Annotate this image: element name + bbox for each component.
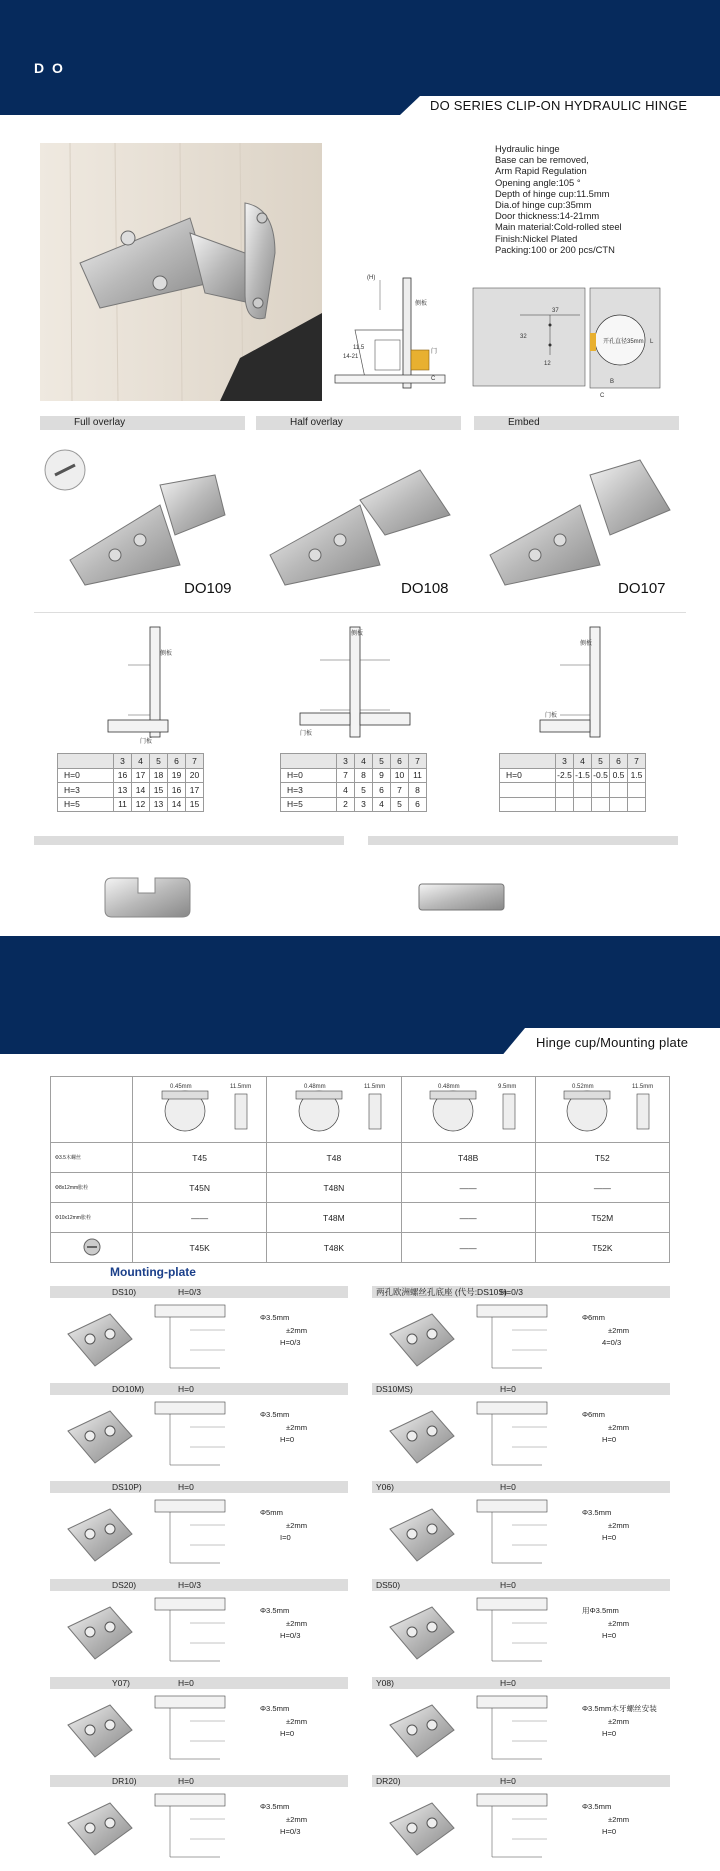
table-cell: 7	[409, 754, 427, 769]
mounting-plate-drawing	[150, 1495, 245, 1570]
table-cell: 17	[132, 768, 150, 783]
diagram-embed	[535, 625, 635, 740]
table-cell: H=5	[281, 797, 337, 812]
spec-height: H=0	[602, 1631, 617, 1640]
spec-line: Opening angle:105 °	[495, 176, 581, 188]
spec-adjust: ±2mm	[286, 1520, 308, 1530]
spec-adjust: ±2mm	[608, 1814, 630, 1824]
spec-adjust: ±2mm	[286, 1814, 308, 1824]
drawing-label: (H)	[367, 275, 376, 281]
table-cell: T48K	[267, 1233, 401, 1263]
table-cell: 6	[610, 754, 628, 769]
plate-name: DR10)	[112, 1776, 137, 1786]
spec-adjust: ±2mm	[286, 1325, 308, 1335]
plate-height: H=0	[178, 1678, 194, 1688]
spec-line: Arm Rapid Regulation	[495, 165, 587, 177]
mounting-plate-drawing	[472, 1691, 567, 1766]
mounting-plate-drawing	[150, 1397, 245, 1472]
table-cell	[58, 754, 114, 769]
cup-position-drawing	[470, 285, 665, 400]
plate-height: H=0	[178, 1482, 194, 1492]
plate-name: DR20)	[376, 1776, 401, 1786]
overlay-table-embed	[499, 753, 646, 812]
table-cell: 3	[556, 754, 574, 769]
spec-line: Base can be removed,	[495, 154, 589, 166]
drawing-label: 14-21	[343, 354, 359, 360]
spec-adjust: ±2mm	[608, 1325, 630, 1335]
drawing-label: 32	[520, 334, 527, 340]
table-cell: 3	[114, 754, 132, 769]
table-cell: T52M	[535, 1203, 669, 1233]
overlay-table-full	[57, 753, 204, 812]
table-cell: 16	[114, 768, 132, 783]
plate-name: Y07)	[112, 1678, 130, 1688]
plate-name: DO10M)	[112, 1384, 145, 1394]
svg-text:门板: 门板	[140, 739, 153, 745]
table-corner	[51, 1077, 133, 1143]
plate-height: H=0	[178, 1776, 194, 1786]
drawing-label: B	[610, 379, 615, 385]
mounting-plate-drawing	[150, 1789, 245, 1864]
mounting-plate-spec	[260, 1507, 307, 1545]
mounting-plate-drawing	[472, 1397, 567, 1472]
accessory-bar-left	[34, 836, 344, 845]
plate-height: H=0	[178, 1384, 194, 1394]
mounting-plate-bar	[50, 1481, 348, 1493]
mounting-plate-bar	[372, 1383, 670, 1395]
spec-adjust: ±2mm	[286, 1618, 308, 1628]
spec-height: H=0	[602, 1533, 617, 1542]
svg-text:11.5mm: 11.5mm	[229, 1083, 251, 1090]
spec-line: Door thickness:14-21mm	[495, 210, 600, 222]
plate-name: 两孔欧洲螺丝孔底座 (代号:DS10S)	[376, 1287, 507, 1297]
plate-name: DS10MS)	[376, 1384, 413, 1394]
spec-hole: Φ3.5mm	[260, 1704, 290, 1713]
table-cell: 1.5	[628, 768, 646, 783]
table-cell: T48N	[267, 1173, 401, 1203]
table-cell: ——	[401, 1173, 535, 1203]
mounting-plate-bar	[372, 1775, 670, 1787]
table-cell: 5	[391, 797, 409, 812]
cup-drawing-cell	[133, 1077, 267, 1143]
mounting-plate-spec	[582, 1312, 629, 1350]
spec-height: H=0/3	[280, 1827, 301, 1836]
mounting-plate-bar	[372, 1677, 670, 1689]
spec-hole: Φ6mm	[582, 1410, 605, 1419]
cup-drawing-cell	[401, 1077, 535, 1143]
spec-hole: Φ3.5mm	[260, 1410, 290, 1419]
table-cell: 7	[391, 783, 409, 798]
spec-hole: Φ6mm	[582, 1313, 605, 1322]
cup-drawing	[274, 1079, 394, 1139]
mounting-plate-spec	[260, 1703, 307, 1741]
table-cell	[610, 797, 628, 812]
spec-hole: Φ3.5mm	[260, 1606, 290, 1615]
table-cell: 8	[409, 783, 427, 798]
spec-line: Finish:Nickel Plated	[495, 232, 578, 244]
cup-dim: 0.48mm	[303, 1083, 326, 1090]
mounting-plate-image	[382, 1695, 462, 1765]
table-cell: 7	[628, 754, 646, 769]
mounting-plate-image	[60, 1401, 140, 1471]
mounting-plate-image	[60, 1793, 140, 1863]
spec-height: H=0/3	[280, 1631, 301, 1640]
table-cell: 14	[168, 797, 186, 812]
table-cell: 18	[150, 768, 168, 783]
mounting-plate-drawing	[150, 1300, 245, 1375]
svg-text:侧板: 侧板	[160, 651, 173, 657]
table-cell: 4	[373, 797, 391, 812]
table-cell: 7	[337, 768, 355, 783]
spec-height: I=0	[280, 1533, 291, 1542]
cup-drawing	[408, 1079, 528, 1139]
table-cell: T48M	[267, 1203, 401, 1233]
mounting-plate-bar	[50, 1383, 348, 1395]
svg-text:门板: 门板	[300, 731, 313, 737]
cover-plate-image	[415, 880, 510, 915]
drawing-label: 侧板	[415, 301, 428, 307]
table-cell: H=5	[58, 797, 114, 812]
mounting-plate-image	[60, 1597, 140, 1667]
table-cell: T45N	[133, 1173, 267, 1203]
mounting-plate-bar	[50, 1579, 348, 1591]
hinge-image-do108	[260, 445, 460, 590]
table-cell: 13	[150, 797, 168, 812]
table-cell: ——	[133, 1203, 267, 1233]
drawing-label: 37	[552, 308, 559, 314]
table-cell: 12	[132, 797, 150, 812]
mounting-plate-bar	[50, 1286, 348, 1298]
mounting-plate-spec	[582, 1409, 629, 1447]
mounting-plate-spec	[582, 1703, 657, 1741]
table-cell	[628, 797, 646, 812]
mounting-plate-bar	[50, 1677, 348, 1689]
table-cell: -2.5	[556, 768, 574, 783]
overlay-bar-embed	[474, 416, 679, 430]
spec-line: Main material:Cold-rolled steel	[495, 221, 622, 233]
table-cell: 5	[150, 754, 168, 769]
table-cell: 4	[574, 754, 592, 769]
spec-line: Dia.of hinge cup:35mm	[495, 199, 592, 211]
drawing-label: 开孔直径35mm	[603, 339, 644, 345]
table-cell: 10	[391, 768, 409, 783]
table-cell: ——	[401, 1233, 535, 1263]
table-cell: 5	[355, 783, 373, 798]
cup-section-title: Hinge cup/Mounting plate	[536, 1035, 689, 1050]
table-cell: 3	[355, 797, 373, 812]
overlay-label: Embed	[508, 417, 540, 428]
overlay-bar-full	[40, 416, 245, 430]
row-label: Φ8x12mm胀栓	[51, 1173, 133, 1203]
table-cell: T48	[267, 1143, 401, 1173]
table-cell: 15	[186, 797, 204, 812]
divider	[34, 612, 686, 613]
table-cell	[574, 783, 592, 798]
mounting-plate-spec	[260, 1409, 307, 1447]
spec-list	[495, 143, 622, 255]
mounting-plate-image	[382, 1401, 462, 1471]
table-cell: ——	[535, 1173, 669, 1203]
table-cell	[556, 783, 574, 798]
spec-adjust: ±2mm	[286, 1422, 308, 1432]
model-do108: DO108	[401, 580, 449, 597]
mounting-plate-drawing	[472, 1495, 567, 1570]
table-cell: 0.5	[610, 768, 628, 783]
table-cell	[592, 797, 610, 812]
plate-name: DS20)	[112, 1580, 137, 1590]
mounting-plate-image	[60, 1695, 140, 1765]
table-cell: 11	[114, 797, 132, 812]
mounting-plate-spec	[582, 1605, 629, 1643]
spec-line: Hydraulic hinge	[495, 143, 560, 154]
plate-height: H=0/3	[500, 1287, 523, 1297]
spec-hole: Φ3.5mm	[260, 1313, 290, 1322]
table-cell: H=3	[281, 783, 337, 798]
table-cell: 5	[592, 754, 610, 769]
mounting-plate-image	[382, 1499, 462, 1569]
spec-height: H=0	[280, 1435, 295, 1444]
cup-dim: 0.48mm	[438, 1083, 460, 1090]
diagram-half-overlay	[295, 625, 425, 740]
series-title: DO SERIES CLIP-ON HYDRAULIC HINGE	[430, 98, 688, 113]
overlay-label: Half overlay	[290, 417, 343, 428]
table-cell	[628, 783, 646, 798]
product-photo	[40, 143, 322, 401]
cup-drawing-cell	[267, 1077, 401, 1143]
table-cell: 3	[337, 754, 355, 769]
spec-hole: 用Φ3.5mm	[582, 1606, 619, 1615]
plate-name: Y08)	[376, 1678, 394, 1688]
mounting-plate-bar	[50, 1775, 348, 1787]
table-cell: 15	[150, 783, 168, 798]
accessory-bar-right	[368, 836, 678, 845]
table-cell: 7	[186, 754, 204, 769]
mounting-plate-spec	[260, 1312, 307, 1350]
table-cell: 2	[337, 797, 355, 812]
table-cell: 4	[132, 754, 150, 769]
mounting-plate-image	[60, 1499, 140, 1569]
mounting-plate-drawing	[472, 1593, 567, 1668]
cover-cap-image	[100, 875, 195, 920]
table-cell	[574, 797, 592, 812]
spec-adjust: ±2mm	[608, 1618, 630, 1628]
table-cell: 9	[373, 768, 391, 783]
table-cell: 16	[168, 783, 186, 798]
mounting-plate-spec	[260, 1801, 307, 1839]
plate-name: DS50)	[376, 1580, 401, 1590]
spec-adjust: ±2mm	[608, 1422, 630, 1432]
mounting-plate-image	[382, 1793, 462, 1863]
table-cell: H=0	[500, 768, 556, 783]
mounting-plate-drawing	[472, 1300, 567, 1375]
drawing-label: 11.5	[353, 345, 365, 351]
table-cell: 6	[168, 754, 186, 769]
drawing-label: L	[650, 339, 654, 345]
table-cell	[500, 754, 556, 769]
spec-height: H=0	[602, 1827, 617, 1836]
plate-height: H=0	[500, 1580, 516, 1590]
table-cell	[592, 783, 610, 798]
spec-adjust: ±2mm	[608, 1716, 630, 1726]
svg-text:11.5mm: 11.5mm	[632, 1083, 654, 1090]
table-cell	[610, 783, 628, 798]
table-cell: 4	[355, 754, 373, 769]
spec-line: Depth of hinge cup:11.5mm	[495, 187, 610, 199]
row-label: Φ3.5木螺丝	[51, 1143, 133, 1173]
table-cell: ——	[401, 1203, 535, 1233]
mounting-plate-drawing	[150, 1691, 245, 1766]
spec-height: H=0	[602, 1435, 617, 1444]
model-do107: DO107	[618, 580, 666, 597]
spec-height: H=0/3	[280, 1338, 301, 1347]
spec-hole: Φ3.5mm	[582, 1508, 612, 1517]
table-cell	[500, 783, 556, 798]
svg-text:侧板: 侧板	[580, 641, 593, 647]
table-cell: H=0	[58, 768, 114, 783]
model-do109: DO109	[184, 580, 232, 597]
spec-hole: Φ3.5mm木牙螺丝安装	[582, 1704, 657, 1713]
svg-text:9.5mm: 9.5mm	[498, 1083, 517, 1090]
diagram-full-overlay	[100, 625, 200, 745]
drawing-label: 门	[431, 349, 438, 355]
plate-height: H=0	[500, 1776, 516, 1786]
svg-text:11.5mm: 11.5mm	[363, 1083, 386, 1090]
overlay-table-half	[280, 753, 427, 812]
table-cell: 6	[391, 754, 409, 769]
mounting-plate-image	[382, 1597, 462, 1667]
mounting-plate-image	[382, 1304, 462, 1374]
table-cell: T48B	[401, 1143, 535, 1173]
table-cell: T45K	[133, 1233, 267, 1263]
plate-height: H=0/3	[178, 1287, 201, 1297]
spec-adjust: ±2mm	[608, 1520, 630, 1530]
table-cell: 6	[373, 783, 391, 798]
mounting-plate-spec	[582, 1507, 629, 1545]
table-cell: 4	[337, 783, 355, 798]
table-cell: 17	[186, 783, 204, 798]
row-icon-cell	[51, 1233, 133, 1263]
cup-drawing	[140, 1079, 260, 1139]
spec-height: H=0	[280, 1729, 295, 1738]
brand-label: D O	[34, 60, 65, 76]
overlay-label: Full overlay	[74, 417, 126, 428]
table-cell	[281, 754, 337, 769]
mounting-title: Mounting-plate	[110, 1265, 196, 1279]
mounting-plate-drawing	[472, 1789, 567, 1864]
table-cell: 6	[409, 797, 427, 812]
plate-height: H=0/3	[178, 1580, 201, 1590]
drawing-label: 12	[544, 361, 551, 367]
hinge-image-do107	[480, 445, 680, 590]
mounting-plate-spec	[260, 1605, 307, 1643]
table-cell	[500, 797, 556, 812]
table-cell: T52	[535, 1143, 669, 1173]
table-cell: 19	[168, 768, 186, 783]
drawing-label: C	[431, 376, 436, 382]
cup-drawing-cell	[535, 1077, 669, 1143]
spec-hole: Φ5mm	[260, 1508, 283, 1517]
table-cell: -0.5	[592, 768, 610, 783]
cup-dim: 0.45mm	[169, 1083, 192, 1090]
spec-height: H=0	[602, 1729, 617, 1738]
table-cell: 14	[132, 783, 150, 798]
hinge-image-do109	[40, 445, 240, 590]
table-cell: 8	[355, 768, 373, 783]
plate-name: Y06)	[376, 1482, 394, 1492]
plate-height: H=0	[500, 1482, 516, 1492]
mounting-plate-drawing	[150, 1593, 245, 1668]
mounting-plate-bar	[372, 1481, 670, 1493]
cup-drawing	[542, 1079, 662, 1139]
spec-height: 4=0/3	[602, 1338, 622, 1347]
cup-dim: 0.52mm	[572, 1083, 595, 1090]
drawing-label: C	[600, 393, 605, 399]
table-cell: T52K	[535, 1233, 669, 1263]
svg-text:侧板: 侧板	[351, 631, 364, 637]
spec-hole: Φ3.5mm	[260, 1802, 290, 1811]
plate-name: DS10)	[112, 1287, 137, 1297]
table-cell: H=3	[58, 783, 114, 798]
overlay-bar-half	[256, 416, 461, 430]
plate-name: DS10P)	[112, 1482, 142, 1492]
row-label: Φ10x12mm胀栓	[51, 1203, 133, 1233]
mounting-plate-bar	[372, 1286, 670, 1298]
plate-height: H=0	[500, 1384, 516, 1394]
table-cell: 20	[186, 768, 204, 783]
table-cell: 11	[409, 768, 427, 783]
side-section-drawing	[335, 270, 460, 395]
mounting-plate-image	[60, 1304, 140, 1374]
table-cell	[556, 797, 574, 812]
plate-height: H=0	[500, 1678, 516, 1688]
spec-hole: Φ3.5mm	[582, 1802, 612, 1811]
table-cell: 5	[373, 754, 391, 769]
spec-adjust: ±2mm	[286, 1716, 308, 1726]
table-cell: -1.5	[574, 768, 592, 783]
spec-line: Packing:100 or 200 pcs/CTN	[495, 243, 615, 255]
table-cell: H=0	[281, 768, 337, 783]
table-cell: T45	[133, 1143, 267, 1173]
table-cell: 13	[114, 783, 132, 798]
mounting-plate-spec	[582, 1801, 629, 1839]
hinge-cup-table	[50, 1076, 670, 1263]
svg-text:门板: 门板	[545, 713, 558, 719]
mounting-plate-bar	[372, 1579, 670, 1591]
screw-icon	[77, 1236, 107, 1258]
